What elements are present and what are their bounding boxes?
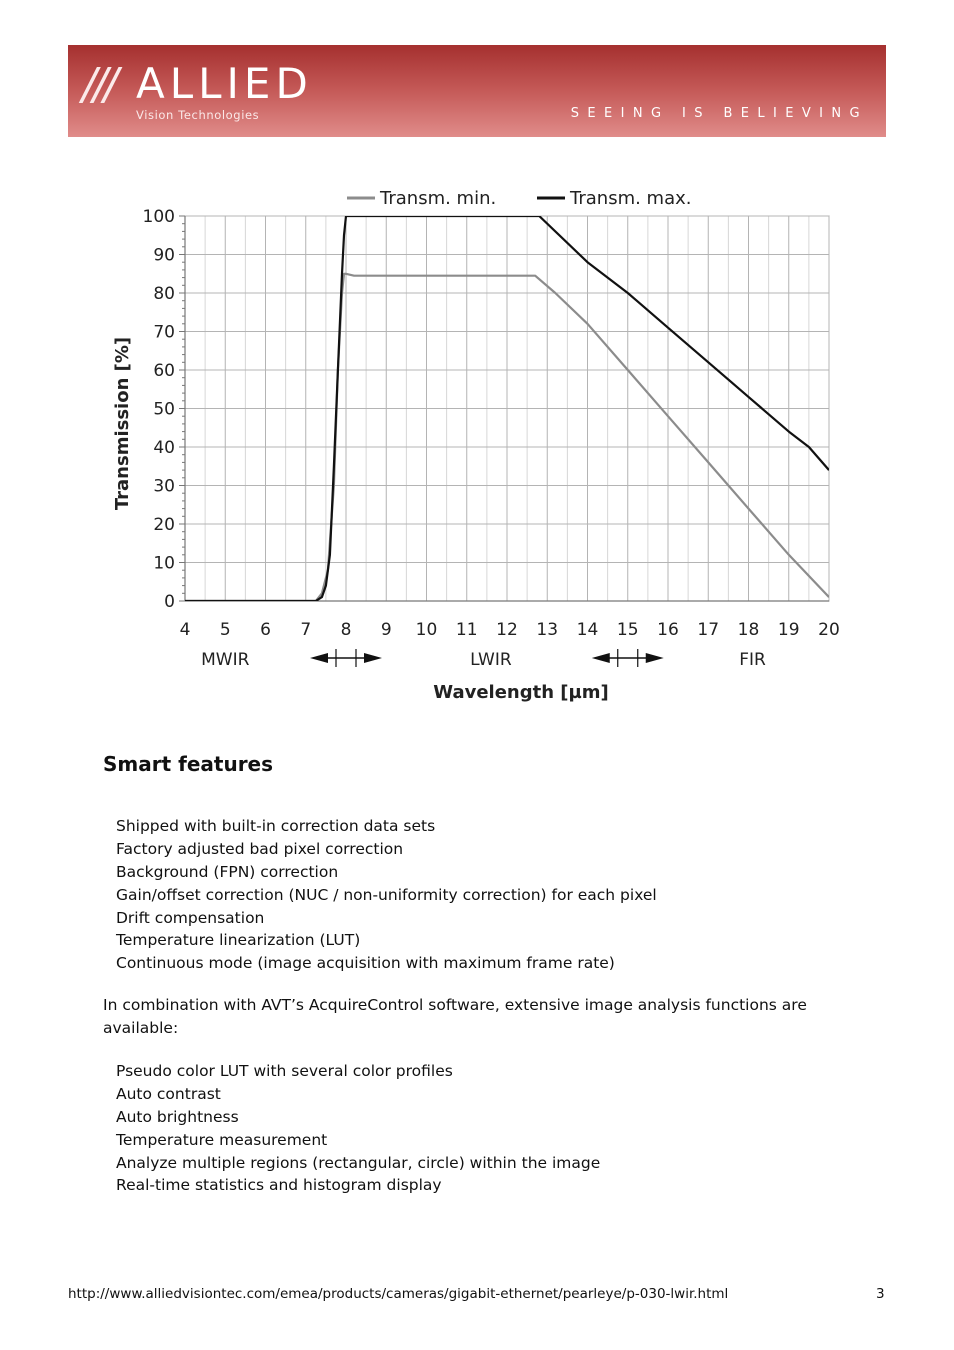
list-item: Drift compensation	[116, 908, 265, 927]
x-tick-label: 11	[455, 620, 478, 640]
page-header-banner	[68, 45, 886, 137]
x-tick-label: 20	[818, 620, 840, 640]
transmission-chart	[100, 180, 860, 720]
legend-label: Transm. min.	[380, 188, 497, 209]
y-tick-label: 60	[153, 361, 175, 381]
arrow-head-right	[646, 653, 664, 663]
y-axis-title: Transmission [%]	[112, 336, 133, 511]
list-item: Auto contrast	[116, 1084, 221, 1103]
list-item: Auto brightness	[116, 1107, 239, 1126]
x-tick-label: 7	[300, 620, 312, 640]
band-label: MWIR	[201, 650, 250, 670]
x-tick-label: 9	[380, 620, 392, 640]
x-tick-label: 14	[576, 620, 599, 640]
footer-url-link[interactable]: http://www.alliedvisiontec.com/emea/products/cameras/gigabit-ethernet/pearleye/p-030-lwir.html	[68, 1286, 729, 1302]
x-tick-label: 13	[536, 620, 559, 640]
list-item: Shipped with built-in correction data sets	[116, 817, 436, 835]
legend-label: Transm. max.	[570, 188, 692, 209]
y-tick-label: 0	[164, 592, 175, 612]
y-tick-label: 20	[153, 515, 175, 535]
page-number: 3	[876, 1286, 885, 1302]
y-tick-label: 10	[153, 553, 175, 574]
y-tick-label: 100	[142, 207, 175, 227]
list-item: Pseudo color LUT with several color profiles	[116, 1062, 453, 1080]
features-list	[116, 815, 657, 975]
logo-slashes: ///	[82, 59, 115, 110]
x-tick-label: 5	[219, 620, 231, 640]
x-tick-label: 16	[657, 620, 679, 640]
y-tick-label: 70	[153, 322, 175, 343]
y-tick-label: 80	[153, 284, 175, 304]
x-tick-label: 17	[697, 620, 720, 640]
band-boundary-arrow	[310, 649, 382, 667]
list-item: Analyze multiple regions (rectangular, circle) within the image	[116, 1153, 601, 1172]
band-label: FIR	[739, 650, 766, 670]
list-item: Temperature linearization (LUT)	[116, 931, 361, 950]
y-tick-label: 40	[153, 438, 175, 458]
logo-wordmark: ALLIED	[136, 59, 313, 108]
analysis-functions-list	[116, 1060, 600, 1197]
list-item: Continuous mode (image acquisition with maximum frame rate)	[116, 954, 615, 973]
x-tick-label: 12	[496, 620, 518, 640]
y-tick-label: 50	[153, 399, 175, 420]
list-item: Background (FPN) correction	[116, 862, 339, 881]
list-item: Temperature measurement	[116, 1130, 328, 1149]
x-tick-label: 10	[415, 620, 438, 640]
logo-subtitle: Vision Technologies	[136, 108, 260, 122]
x-tick-label: 19	[777, 620, 800, 640]
x-tick-label: 15	[616, 620, 639, 640]
arrow-head-left	[310, 653, 328, 663]
band-boundary-arrow	[592, 649, 664, 667]
band-label: LWIR	[470, 650, 512, 670]
x-tick-label: 18	[737, 620, 760, 640]
list-item: Gain/offset correction (NUC / non-uniformity correction) for each pixel	[116, 885, 657, 904]
list-item: Factory adjusted bad pixel correction	[116, 839, 404, 858]
x-tick-label: 6	[260, 620, 271, 640]
section-title: Smart features	[103, 752, 274, 776]
x-axis-title: Wavelength [µm]	[433, 682, 609, 703]
y-tick-label: 30	[153, 476, 175, 497]
arrow-head-right	[364, 653, 382, 663]
analysis-paragraph: In combination with AVT’s AcquireControl software, extensive image analysis functions are available:	[103, 996, 807, 1037]
list-item: Real-time statistics and histogram display	[116, 1176, 442, 1195]
y-tick-label: 90	[153, 245, 175, 266]
header-tagline: SEEING IS BELIEVING	[570, 106, 868, 121]
x-tick-label: 8	[340, 620, 352, 640]
x-tick-label: 4	[179, 620, 191, 640]
arrow-head-left	[592, 653, 610, 663]
